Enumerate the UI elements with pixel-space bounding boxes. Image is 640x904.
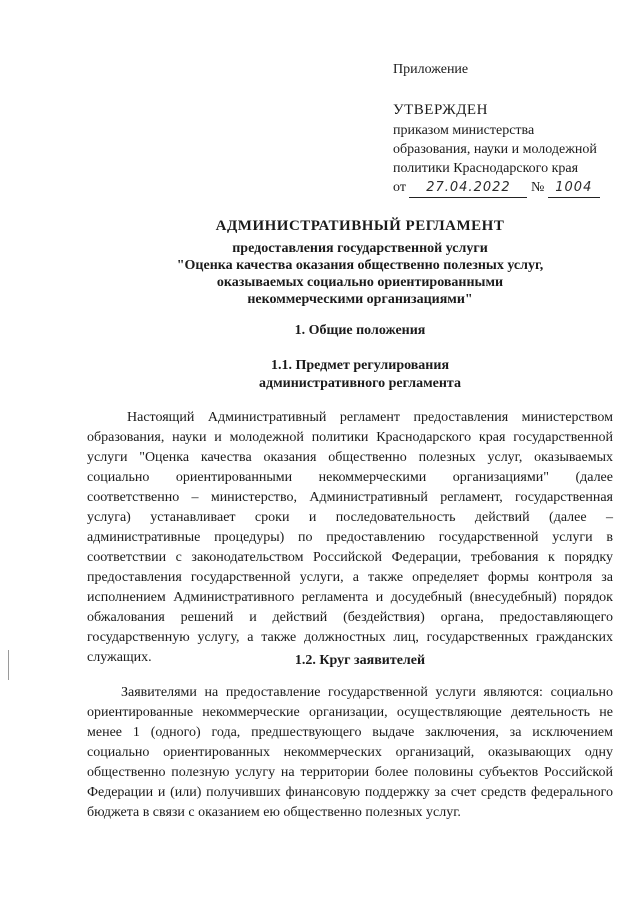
approved-title: УТВЕРЖДЕН [393, 102, 488, 118]
number-sign: № [530, 180, 545, 195]
approval-block [393, 60, 633, 198]
subtitle-line: оказываемых социально ориентированными [216, 275, 504, 290]
date-prefix: от [393, 180, 406, 195]
approved-line: приказом министерства [393, 123, 535, 138]
subtitle-line: некоммерческими организациями" [247, 292, 473, 307]
subtitle-line: "Оценка качества оказания общественно полезных услуг, [176, 258, 544, 273]
subsection-heading: 1.2. Круг заявителей [294, 653, 426, 668]
approved-line: образования, науки и молодежной [393, 142, 597, 157]
body-paragraph: Настоящий Административный регламент предоставления министерством образования, науки и молодежной политики Краснодарского края государственной услуги "Оценка качества оказания общественно полезных услуг, оказываемых социально ориентированными некоммерческими организациями" (далее соответственно – министерство, Административный регламент, государственная услуга) устанавливает сроки и последовательность действий (далее – административные процедуры) по предоставлению государственной услуги в соответствии с законодательством Российской Федерации, требования к порядку предоставления государственной услуги, а также определяет формы контроля за исполнением Административного регламента и досудебный (внесудебный) порядок обжалования решений и действий (бездействия) органа, предоставляющего государственную услугу, а также должностных лиц, государственных гражданских служащих. [87, 410, 613, 665]
order-number [548, 178, 600, 198]
subsection-heading-line: административного регламента [259, 376, 461, 391]
approved-line: политики Краснодарского края [393, 161, 579, 176]
appendix-label: Приложение [393, 62, 469, 77]
scan-margin-mark [8, 650, 9, 680]
order-date [409, 178, 527, 198]
document-subtitle [80, 240, 640, 308]
subtitle-line: предоставления государственной услуги [232, 241, 488, 256]
body-paragraph: Заявителями на предоставление государственной услуги являются: социально ориентированные некоммерческие организации, осуществляющие деятельность не менее 1 (одного) года, предшествующего выдаче заключения, за исключением социально ориентированных некоммерческих организаций, оказывающих одну общественно полезную услугу на территории более половины субъектов Российской Федерации и (или) получивших финансовую поддержку за счет средств федерального бюджета в связи с оказанием ею общественно полезных услуг. [87, 685, 613, 820]
section-heading: 1. Общие положения [294, 323, 426, 338]
subsection-heading [80, 357, 640, 393]
order-date-row [393, 178, 633, 198]
order-date-value: 27.04.2022 [426, 180, 511, 195]
subsection-heading-line: 1.1. Предмет регулирования [270, 358, 450, 373]
document-title: АДМИНИСТРАТИВНЫЙ РЕГЛАМЕНТ [215, 218, 505, 234]
order-number-value: 1004 [555, 180, 593, 195]
